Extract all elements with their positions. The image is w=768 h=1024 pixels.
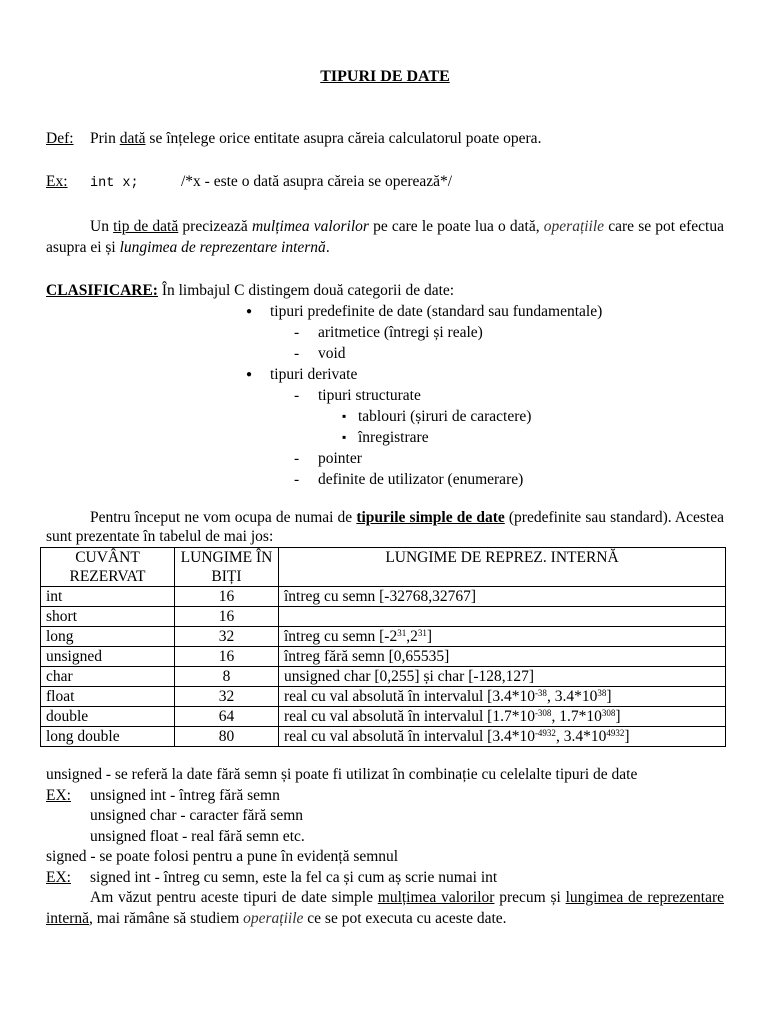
table-row	[41, 687, 726, 707]
final-underline-2: lungimea de reprezentare internă	[46, 889, 724, 927]
definition-before: Prin	[90, 130, 120, 147]
table-row	[41, 667, 726, 687]
example-paragraph	[46, 171, 724, 194]
cell-keyword: float	[41, 687, 175, 707]
repr-text: întreg cu semn [-32768,32767]	[284, 588, 476, 605]
repr-exp-b: 31	[417, 628, 427, 638]
list-item: - definite de utilizator (enumerare)	[294, 469, 724, 490]
type-paragraph	[46, 216, 724, 258]
list-item: ▪ tablouri (șiruri de caractere)	[342, 406, 724, 427]
table-row	[41, 607, 726, 627]
example-label: EX:	[46, 786, 71, 804]
intro-term: tipurile simple de date	[356, 509, 505, 526]
type-term: tip de dată	[113, 218, 179, 235]
cell-keyword: unsigned	[41, 647, 175, 667]
final-text-2: precum și	[494, 889, 566, 906]
repr-base-a: 3.4*10	[492, 728, 535, 745]
notes-section	[46, 765, 724, 929]
repr-exp-b: 38	[597, 688, 607, 698]
type-italic-length: lungimea de reprezentare internă	[119, 239, 326, 256]
repr-sep: ,	[555, 728, 564, 745]
repr-exp-b: 308	[601, 708, 616, 718]
cell-bits: 8	[175, 667, 279, 687]
sub-list	[270, 322, 724, 364]
repr-text: real cu val absolută în intervalul [	[284, 688, 493, 705]
repr-exp-a: -38	[534, 688, 547, 698]
cell-representation	[279, 607, 726, 627]
cell-bits: 16	[175, 587, 279, 607]
table-row	[41, 727, 726, 747]
example-label: EX:	[46, 868, 71, 886]
unsigned-example-2: unsigned char - caracter fără semn	[90, 807, 304, 824]
repr-exp-a: -308	[534, 708, 552, 718]
type-text-2: precizează	[178, 218, 252, 235]
repr-base-b: 3.4*10	[563, 728, 607, 745]
type-text-4: care se pot efectua asupra ei și	[46, 218, 724, 256]
cell-representation	[279, 647, 726, 667]
repr-end: ]	[615, 708, 621, 725]
unsigned-note: unsigned - se referă la date fără semn și poate fi utilizat în combinație cu celelalte tipuri de date	[46, 766, 638, 783]
final-underline-1: mulțimea valorilor	[377, 889, 495, 906]
final-text-1: Am văzut pentru aceste tipuri de date simple	[90, 889, 378, 906]
intro-text-2: (predefinite sau standard). Acestea sunt prezentate în tabelul de mai jos:	[46, 509, 724, 545]
example-text: signed int - întreg cu semn, este la fel ca și cum aș scrie numai int	[90, 868, 498, 886]
cell-bits: 80	[175, 727, 279, 747]
list-item	[246, 364, 724, 490]
cell-representation	[279, 627, 726, 647]
type-italic-values: mulțimea valorilor	[251, 218, 369, 235]
document-page	[46, 66, 724, 929]
example-text: unsigned int - întreg fără semn	[90, 786, 280, 804]
header-representation: LUNGIME DE REPREZ. INTERNĂ	[279, 548, 726, 587]
repr-base-a: 3.4*10	[492, 688, 535, 705]
repr-base-a: 1.7*10	[492, 708, 535, 725]
cell-bits: 16	[175, 647, 279, 667]
table-intro	[46, 508, 724, 546]
repr-exp-a: 31	[397, 628, 407, 638]
repr-end: ]	[426, 628, 432, 645]
intro-text-1: Pentru început ne vom ocupa de numai de	[90, 509, 357, 526]
repr-text: real cu val absolută în intervalul [	[284, 708, 493, 725]
list-item: - aritmetice (întregi și reale)	[294, 322, 724, 343]
table-row	[41, 587, 726, 607]
list-item-label: tipuri predefinite de date (standard sau fundamentale)	[270, 303, 603, 320]
type-text-5: .	[325, 239, 330, 256]
repr-sep: ,	[551, 708, 560, 725]
page-title: TIPURI DE DATE	[320, 68, 450, 85]
list-item: ▪ înregistrare	[342, 427, 724, 448]
example-label: Ex:	[46, 173, 68, 190]
list-item-label: tipuri derivate	[270, 366, 358, 383]
repr-base-b: 2	[410, 628, 418, 645]
final-paragraph	[46, 888, 724, 929]
unsigned-example-3: unsigned float - real fără semn etc.	[90, 827, 305, 845]
table-row	[41, 647, 726, 667]
signed-example	[46, 868, 724, 889]
cell-keyword: int	[41, 587, 175, 607]
definition-paragraph	[46, 128, 724, 149]
repr-text: unsigned char [0,255] și char [-128,127]	[284, 668, 535, 685]
final-italic: operațiile	[243, 909, 304, 927]
table-body	[41, 587, 726, 747]
cell-keyword: char	[41, 667, 175, 687]
unsigned-example-1	[46, 786, 724, 807]
repr-end: ]	[606, 688, 612, 705]
signed-note: signed - se poate folosi pentru a pune în evidență semnul	[46, 848, 399, 865]
classification-line	[46, 280, 724, 301]
repr-exp-b: 4932	[606, 728, 625, 738]
cell-keyword: short	[41, 607, 175, 627]
cell-bits: 32	[175, 687, 279, 707]
header-bits: LUNGIME ÎN BIȚI	[175, 548, 279, 587]
repr-text: întreg cu semn [-	[284, 628, 390, 645]
repr-sep: ,	[406, 628, 411, 645]
example-code: int x;	[90, 176, 139, 191]
header-keyword: CUVÂNT REZERVAT	[41, 548, 175, 587]
list-item	[246, 301, 724, 364]
final-text-3: , mai rămâne să studiem	[89, 909, 244, 927]
sub-sub-list	[318, 406, 724, 448]
repr-exp-a: -4932	[534, 728, 556, 738]
classification-list	[46, 301, 724, 490]
cell-representation	[279, 587, 726, 607]
cell-bits: 16	[175, 607, 279, 627]
table-row	[41, 627, 726, 647]
list-item: - pointer	[294, 448, 724, 469]
list-item: - void	[294, 343, 724, 364]
type-text-3: pe care le poate lua o dată,	[368, 218, 544, 235]
definition-after: se înțelege orice entitate asupra căreia calculatorul poate opera.	[145, 130, 542, 147]
list-item	[294, 385, 724, 448]
table-header-row	[41, 548, 726, 587]
cell-representation	[279, 707, 726, 727]
list-item-label: tipuri structurate	[318, 387, 421, 404]
definition-label: Def:	[46, 130, 74, 147]
definition-term: dată	[119, 130, 146, 147]
classification-text: În limbajul C distingem două categorii de date:	[157, 282, 455, 299]
sub-list	[270, 385, 724, 490]
repr-base-b: 3.4*10	[554, 688, 598, 705]
cell-bits: 32	[175, 627, 279, 647]
cell-keyword: double	[41, 707, 175, 727]
final-text-4: ce se pot executa cu aceste date.	[303, 909, 507, 927]
cell-representation	[279, 667, 726, 687]
cell-representation	[279, 687, 726, 707]
repr-base-a: 2	[389, 628, 398, 645]
cell-representation	[279, 727, 726, 747]
repr-base-b: 1.7*10	[559, 708, 602, 725]
type-text-1: Un	[90, 218, 114, 235]
repr-sep: ,	[546, 688, 555, 705]
example-comment: /*x - este o dată asupra căreia se operează*/	[181, 173, 453, 190]
data-types-table	[40, 547, 726, 747]
repr-text: întreg fără semn [0,65535]	[284, 648, 450, 665]
type-italic-operations: operațiile	[543, 218, 605, 235]
cell-keyword: long double	[41, 727, 175, 747]
repr-end: ]	[624, 728, 630, 745]
cell-keyword: long	[41, 627, 175, 647]
cell-bits: 64	[175, 707, 279, 727]
classification-label: CLASIFICARE:	[46, 282, 158, 299]
table-row	[41, 707, 726, 727]
repr-text: real cu val absolută în intervalul [	[284, 728, 493, 745]
